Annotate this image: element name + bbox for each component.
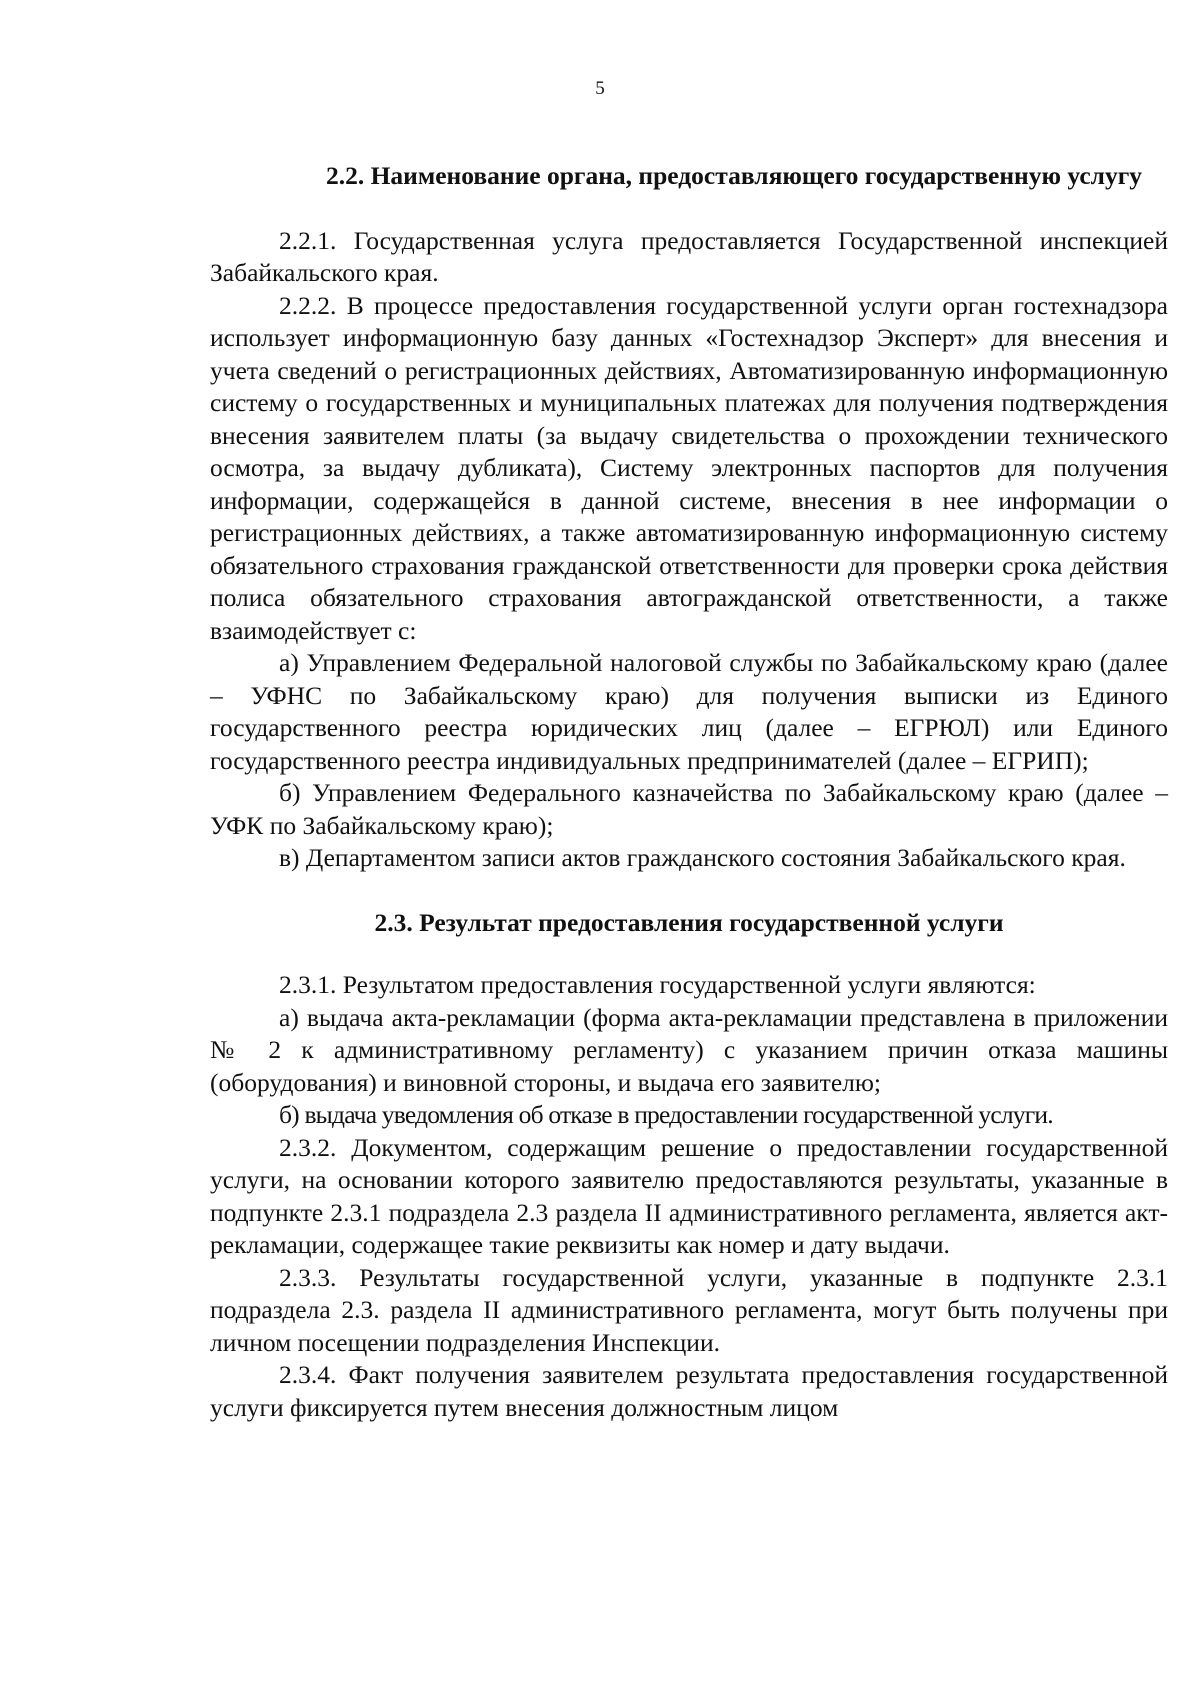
spacer — [210, 193, 1168, 225]
paragraph-2-3-1: 2.3.1. Результатом предоставления государственной услуги являются: — [279, 970, 1036, 999]
section-title-2-2: 2.2. Наименование органа, предоставляющего государственную услугу — [325, 161, 1143, 190]
paragraph-2-2-1: 2.2.1. Государственная услуга предоставляется Государственной инспекцией Забайкальского края. — [210, 225, 1168, 287]
paragraph-2-3-1-b: б) выдача уведомления об отказе в предоставлении государственной услуги. — [279, 1100, 1053, 1129]
document-body — [210, 160, 1168, 1424]
paragraph-2-3-1-a: а) выдача акта-рекламации (форма акта-рекламации представлена в приложении № 2 к административному регламенту) с указанием причин отказа машины (оборудования) и виновной стороны, и выдача его заявителю; — [210, 1002, 1168, 1097]
paragraph-2-2-2-c: в) Департаментом записи актов гражданского состояния Забайкальского края. — [279, 843, 1126, 872]
spacer — [210, 939, 1168, 969]
paragraph-2-3-2: 2.3.2. Документом, содержащим решение о предоставлении государственной услуги, на основании которого заявителю предоставляются результаты, указанные в подпункте 2.3.1 подраздела 2.3 раздела II административного регламента, является акт-рекламации, содержащее такие реквизиты как номер и дату выдачи. — [210, 1132, 1168, 1259]
paragraph-2-2-2: 2.2.2. В процессе предоставления государственной услуги орган гостехнадзора использует информационную базу данных «Гостехнадзор Эксперт» для внесения и учета сведений о регистрационных действиях, Автоматизированную информационную систему о государственных и муниципальных платежах для получения подтверждения внесения заявителем платы (за выдачу свидетельства о прохождении технического осмотра, за выдачу дубликата), Систему электронных паспортов для получения информации, содержащейся в данной системе, внесения в нее информации о регистрационных действиях, а также автоматизированную информационную систему обязательного страхования гражданской ответственности для проверки срока действия полиса обязательного страхования автогражданской ответственности, а также взаимодействует с: — [210, 290, 1168, 645]
paragraph-2-3-3: 2.3.3. Результаты государственной услуги, указанные в подпункте 2.3.1 подраздела 2.3. раздела II административного регламента, могут быть получены при личном посещении подразделения Инспекции. — [210, 1262, 1168, 1357]
paragraph-2-2-2-b: б) Управлением Федерального казначейства по Забайкальскому краю (далее – УФК по Забайкальскому краю); — [210, 778, 1168, 840]
paragraph-2-3-4: 2.3.4. Факт получения заявителем результата предоставления государственной услуги фиксируется путем внесения должностным лицом — [210, 1360, 1168, 1422]
paragraph-2-2-2-a: а) Управлением Федеральной налоговой службы по Забайкальскому краю (далее – УФНС по Забайкальскому краю) для получения выписки из Единого государственного реестра юридических лиц (далее – ЕГРЮЛ) или Единого государственного реестра индивидуальных предпринимателей (далее – ЕГРИП); — [210, 648, 1168, 775]
section-title-2-3: 2.3. Результат предоставления государственной услуги — [374, 907, 1004, 937]
spacer — [210, 875, 1168, 907]
page-number: 5 — [595, 78, 605, 99]
